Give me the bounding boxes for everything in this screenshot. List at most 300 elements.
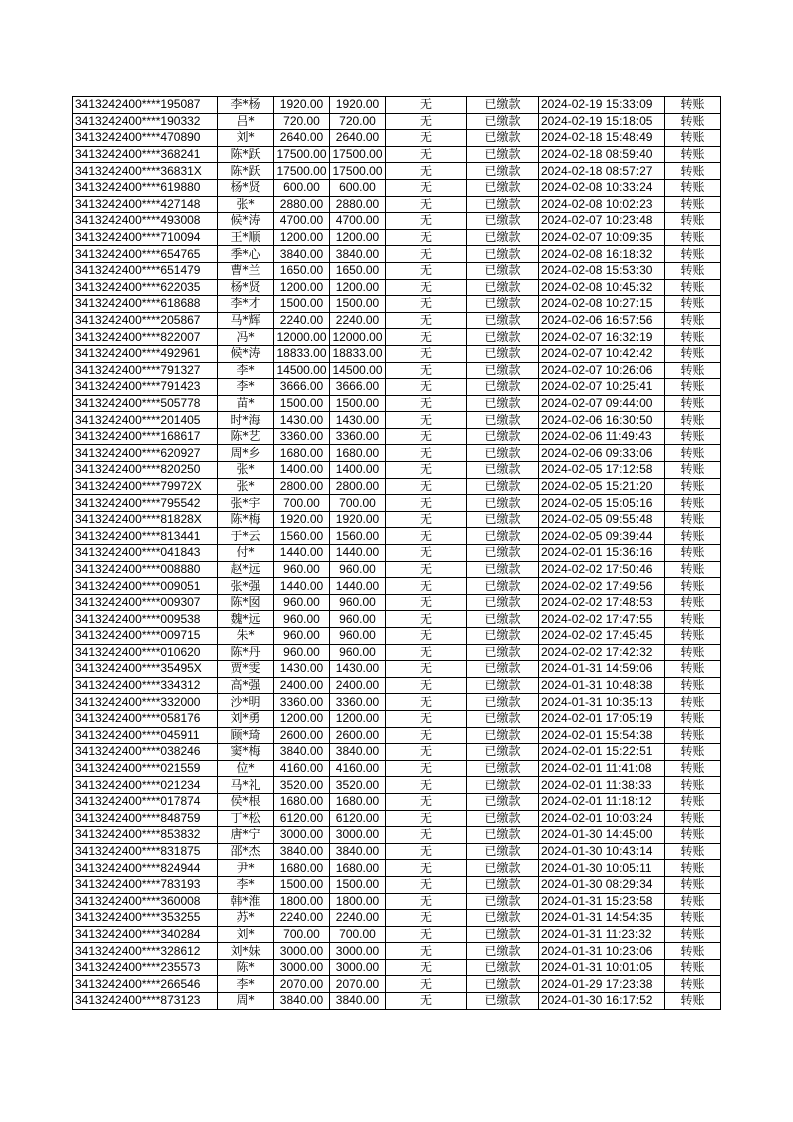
payment-method-cell: 转账 xyxy=(665,628,721,645)
name-cell: 周* xyxy=(218,993,274,1010)
payment-time-cell: 2024-02-07 09:44:00 xyxy=(539,395,665,412)
payment-time-cell: 2024-02-01 17:05:19 xyxy=(539,710,665,727)
payment-time-cell: 2024-02-01 11:38:33 xyxy=(539,777,665,794)
table-row xyxy=(73,113,721,130)
payment-status-cell: 已缴款 xyxy=(467,279,539,296)
payment-time-cell: 2024-02-18 15:48:49 xyxy=(539,130,665,147)
note-cell: 无 xyxy=(386,661,467,678)
payment-status-cell: 已缴款 xyxy=(467,412,539,429)
name-cell: 顾*琦 xyxy=(218,727,274,744)
table-row xyxy=(73,329,721,346)
amount-paid-cell: 3840.00 xyxy=(330,744,386,761)
note-cell: 无 xyxy=(386,528,467,545)
payment-time-cell: 2024-02-06 09:33:06 xyxy=(539,445,665,462)
note-cell: 无 xyxy=(386,760,467,777)
name-cell: 周*乡 xyxy=(218,445,274,462)
amount-due-cell: 960.00 xyxy=(274,611,330,628)
name-cell: 张*强 xyxy=(218,578,274,595)
payment-method-cell: 转账 xyxy=(665,163,721,180)
amount-paid-cell: 2400.00 xyxy=(330,677,386,694)
amount-paid-cell: 1920.00 xyxy=(330,97,386,114)
payment-status-cell: 已缴款 xyxy=(467,594,539,611)
id-number-cell: 3413242400****492961 xyxy=(73,345,218,362)
id-number-cell: 3413242400****353255 xyxy=(73,910,218,927)
payment-status-cell: 已缴款 xyxy=(467,362,539,379)
id-number-cell: 3413242400****873123 xyxy=(73,993,218,1010)
id-number-cell: 3413242400****009051 xyxy=(73,578,218,595)
name-cell: 位* xyxy=(218,760,274,777)
payment-method-cell: 转账 xyxy=(665,727,721,744)
amount-paid-cell: 960.00 xyxy=(330,594,386,611)
payment-time-cell: 2024-01-30 14:45:00 xyxy=(539,827,665,844)
payment-status-cell: 已缴款 xyxy=(467,213,539,230)
amount-paid-cell: 700.00 xyxy=(330,495,386,512)
payment-method-cell: 转账 xyxy=(665,578,721,595)
id-number-cell: 3413242400****654765 xyxy=(73,246,218,263)
payment-status-cell: 已缴款 xyxy=(467,545,539,562)
payment-method-cell: 转账 xyxy=(665,876,721,893)
note-cell: 无 xyxy=(386,196,467,213)
payment-status-cell: 已缴款 xyxy=(467,860,539,877)
payment-time-cell: 2024-01-29 17:23:38 xyxy=(539,976,665,993)
table-body xyxy=(73,97,721,1010)
amount-paid-cell: 3360.00 xyxy=(330,428,386,445)
payment-method-cell: 转账 xyxy=(665,395,721,412)
table-row xyxy=(73,229,721,246)
amount-paid-cell: 1560.00 xyxy=(330,528,386,545)
amount-paid-cell: 3520.00 xyxy=(330,777,386,794)
payment-status-cell: 已缴款 xyxy=(467,926,539,943)
payment-time-cell: 2024-02-07 10:23:48 xyxy=(539,213,665,230)
payment-method-cell: 转账 xyxy=(665,478,721,495)
name-cell: 李* xyxy=(218,362,274,379)
id-number-cell: 3413242400****009538 xyxy=(73,611,218,628)
id-number-cell: 3413242400****008880 xyxy=(73,561,218,578)
id-number-cell: 3413242400****619880 xyxy=(73,179,218,196)
amount-paid-cell: 6120.00 xyxy=(330,810,386,827)
table-row xyxy=(73,379,721,396)
table-row xyxy=(73,744,721,761)
note-cell: 无 xyxy=(386,412,467,429)
note-cell: 无 xyxy=(386,428,467,445)
amount-paid-cell: 2640.00 xyxy=(330,130,386,147)
payment-status-cell: 已缴款 xyxy=(467,827,539,844)
amount-due-cell: 3000.00 xyxy=(274,959,330,976)
amount-due-cell: 3520.00 xyxy=(274,777,330,794)
name-cell: 陈*丹 xyxy=(218,644,274,661)
id-number-cell: 3413242400****651479 xyxy=(73,262,218,279)
note-cell: 无 xyxy=(386,611,467,628)
payment-status-cell: 已缴款 xyxy=(467,428,539,445)
amount-paid-cell: 1680.00 xyxy=(330,860,386,877)
name-cell: 于*云 xyxy=(218,528,274,545)
payment-status-cell: 已缴款 xyxy=(467,345,539,362)
id-number-cell: 3413242400****783193 xyxy=(73,876,218,893)
payment-method-cell: 转账 xyxy=(665,561,721,578)
id-number-cell: 3413242400****79972X xyxy=(73,478,218,495)
id-number-cell: 3413242400****201405 xyxy=(73,412,218,429)
name-cell: 陈*艺 xyxy=(218,428,274,445)
payment-status-cell: 已缴款 xyxy=(467,910,539,927)
note-cell: 无 xyxy=(386,329,467,346)
table-row xyxy=(73,279,721,296)
id-number-cell: 3413242400****058176 xyxy=(73,710,218,727)
id-number-cell: 3413242400****168617 xyxy=(73,428,218,445)
payment-method-cell: 转账 xyxy=(665,146,721,163)
payment-status-cell: 已缴款 xyxy=(467,793,539,810)
amount-due-cell: 1200.00 xyxy=(274,710,330,727)
amount-paid-cell: 1680.00 xyxy=(330,445,386,462)
note-cell: 无 xyxy=(386,893,467,910)
id-number-cell: 3413242400****791327 xyxy=(73,362,218,379)
name-cell: 苗* xyxy=(218,395,274,412)
id-number-cell: 3413242400****266546 xyxy=(73,976,218,993)
payment-time-cell: 2024-01-30 08:29:34 xyxy=(539,876,665,893)
table-row xyxy=(73,428,721,445)
name-cell: 侯*根 xyxy=(218,793,274,810)
amount-due-cell: 2880.00 xyxy=(274,196,330,213)
amount-paid-cell: 14500.00 xyxy=(330,362,386,379)
amount-due-cell: 960.00 xyxy=(274,628,330,645)
payment-time-cell: 2024-02-05 15:05:16 xyxy=(539,495,665,512)
amount-paid-cell: 1430.00 xyxy=(330,661,386,678)
note-cell: 无 xyxy=(386,876,467,893)
name-cell: 窦*梅 xyxy=(218,744,274,761)
table-row xyxy=(73,760,721,777)
payment-status-cell: 已缴款 xyxy=(467,959,539,976)
payment-time-cell: 2024-02-08 10:33:24 xyxy=(539,179,665,196)
note-cell: 无 xyxy=(386,478,467,495)
payment-status-cell: 已缴款 xyxy=(467,528,539,545)
amount-due-cell: 720.00 xyxy=(274,113,330,130)
amount-due-cell: 2640.00 xyxy=(274,130,330,147)
payment-method-cell: 转账 xyxy=(665,893,721,910)
payment-time-cell: 2024-02-08 16:18:32 xyxy=(539,246,665,263)
payment-method-cell: 转账 xyxy=(665,644,721,661)
amount-paid-cell: 1920.00 xyxy=(330,511,386,528)
payment-method-cell: 转账 xyxy=(665,445,721,462)
payment-time-cell: 2024-02-02 17:47:55 xyxy=(539,611,665,628)
table-row xyxy=(73,395,721,412)
payment-time-cell: 2024-02-02 17:48:53 xyxy=(539,594,665,611)
amount-due-cell: 2600.00 xyxy=(274,727,330,744)
name-cell: 赵*远 xyxy=(218,561,274,578)
payment-method-cell: 转账 xyxy=(665,229,721,246)
payment-status-cell: 已缴款 xyxy=(467,760,539,777)
amount-paid-cell: 2240.00 xyxy=(330,312,386,329)
id-number-cell: 3413242400****045911 xyxy=(73,727,218,744)
amount-paid-cell: 600.00 xyxy=(330,179,386,196)
payment-status-cell: 已缴款 xyxy=(467,511,539,528)
payment-method-cell: 转账 xyxy=(665,362,721,379)
amount-paid-cell: 1680.00 xyxy=(330,793,386,810)
name-cell: 丁*松 xyxy=(218,810,274,827)
payment-method-cell: 转账 xyxy=(665,545,721,562)
payment-method-cell: 转账 xyxy=(665,246,721,263)
table-row xyxy=(73,810,721,827)
table-row xyxy=(73,163,721,180)
table-row xyxy=(73,793,721,810)
note-cell: 无 xyxy=(386,578,467,595)
payment-time-cell: 2024-02-06 16:30:50 xyxy=(539,412,665,429)
payment-method-cell: 转账 xyxy=(665,345,721,362)
table-row xyxy=(73,130,721,147)
table-row xyxy=(73,213,721,230)
payment-status-cell: 已缴款 xyxy=(467,744,539,761)
name-cell: 李* xyxy=(218,976,274,993)
amount-paid-cell: 2070.00 xyxy=(330,976,386,993)
amount-paid-cell: 960.00 xyxy=(330,611,386,628)
amount-due-cell: 2800.00 xyxy=(274,478,330,495)
amount-paid-cell: 960.00 xyxy=(330,628,386,645)
name-cell: 陈*囡 xyxy=(218,594,274,611)
payment-time-cell: 2024-02-06 16:57:56 xyxy=(539,312,665,329)
table-row xyxy=(73,179,721,196)
note-cell: 无 xyxy=(386,545,467,562)
name-cell: 李*杨 xyxy=(218,97,274,114)
amount-paid-cell: 2800.00 xyxy=(330,478,386,495)
payment-method-cell: 转账 xyxy=(665,943,721,960)
amount-due-cell: 1440.00 xyxy=(274,545,330,562)
payment-time-cell: 2024-01-31 15:23:58 xyxy=(539,893,665,910)
note-cell: 无 xyxy=(386,213,467,230)
payment-method-cell: 转账 xyxy=(665,196,721,213)
id-number-cell: 3413242400****710094 xyxy=(73,229,218,246)
table-row xyxy=(73,677,721,694)
payment-method-cell: 转账 xyxy=(665,528,721,545)
amount-due-cell: 17500.00 xyxy=(274,146,330,163)
name-cell: 候*涛 xyxy=(218,213,274,230)
amount-due-cell: 700.00 xyxy=(274,926,330,943)
id-number-cell: 3413242400****620927 xyxy=(73,445,218,462)
note-cell: 无 xyxy=(386,495,467,512)
payment-status-cell: 已缴款 xyxy=(467,843,539,860)
payment-method-cell: 转账 xyxy=(665,760,721,777)
payment-method-cell: 转账 xyxy=(665,910,721,927)
payment-method-cell: 转账 xyxy=(665,179,721,196)
amount-due-cell: 1430.00 xyxy=(274,412,330,429)
amount-paid-cell: 3840.00 xyxy=(330,246,386,263)
note-cell: 无 xyxy=(386,744,467,761)
amount-due-cell: 1680.00 xyxy=(274,860,330,877)
payment-time-cell: 2024-02-18 08:57:27 xyxy=(539,163,665,180)
id-number-cell: 3413242400****340284 xyxy=(73,926,218,943)
name-cell: 刘* xyxy=(218,130,274,147)
payment-status-cell: 已缴款 xyxy=(467,495,539,512)
amount-due-cell: 1200.00 xyxy=(274,229,330,246)
table-row xyxy=(73,694,721,711)
table-row xyxy=(73,97,721,114)
id-number-cell: 3413242400****795542 xyxy=(73,495,218,512)
id-number-cell: 3413242400****470890 xyxy=(73,130,218,147)
payment-time-cell: 2024-02-07 10:26:06 xyxy=(539,362,665,379)
payment-time-cell: 2024-01-30 10:43:14 xyxy=(539,843,665,860)
payment-method-cell: 转账 xyxy=(665,594,721,611)
table-row xyxy=(73,246,721,263)
payment-status-cell: 已缴款 xyxy=(467,727,539,744)
amount-paid-cell: 1200.00 xyxy=(330,710,386,727)
name-cell: 高*强 xyxy=(218,677,274,694)
payment-time-cell: 2024-01-31 10:01:05 xyxy=(539,959,665,976)
id-number-cell: 3413242400****791423 xyxy=(73,379,218,396)
table-row xyxy=(73,262,721,279)
amount-paid-cell: 3000.00 xyxy=(330,827,386,844)
payment-status-cell: 已缴款 xyxy=(467,561,539,578)
id-number-cell: 3413242400****328612 xyxy=(73,943,218,960)
id-number-cell: 3413242400****017874 xyxy=(73,793,218,810)
table-row xyxy=(73,710,721,727)
table-row xyxy=(73,561,721,578)
amount-paid-cell: 18833.00 xyxy=(330,345,386,362)
name-cell: 马*辉 xyxy=(218,312,274,329)
payment-status-cell: 已缴款 xyxy=(467,661,539,678)
payment-method-cell: 转账 xyxy=(665,495,721,512)
payment-method-cell: 转账 xyxy=(665,511,721,528)
payment-time-cell: 2024-01-31 14:59:06 xyxy=(539,661,665,678)
payment-time-cell: 2024-02-05 17:12:58 xyxy=(539,462,665,479)
amount-paid-cell: 960.00 xyxy=(330,561,386,578)
name-cell: 冯* xyxy=(218,329,274,346)
amount-due-cell: 1400.00 xyxy=(274,462,330,479)
id-number-cell: 3413242400****853832 xyxy=(73,827,218,844)
id-number-cell: 3413242400****332000 xyxy=(73,694,218,711)
payment-status-cell: 已缴款 xyxy=(467,677,539,694)
name-cell: 刘* xyxy=(218,926,274,943)
id-number-cell: 3413242400****493008 xyxy=(73,213,218,230)
id-number-cell: 3413242400****190332 xyxy=(73,113,218,130)
amount-due-cell: 1920.00 xyxy=(274,97,330,114)
id-number-cell: 3413242400****041843 xyxy=(73,545,218,562)
note-cell: 无 xyxy=(386,710,467,727)
payment-method-cell: 转账 xyxy=(665,793,721,810)
payment-method-cell: 转账 xyxy=(665,262,721,279)
payment-method-cell: 转账 xyxy=(665,959,721,976)
note-cell: 无 xyxy=(386,462,467,479)
table-row xyxy=(73,910,721,927)
amount-paid-cell: 1430.00 xyxy=(330,412,386,429)
name-cell: 张*宇 xyxy=(218,495,274,512)
name-cell: 陈* xyxy=(218,959,274,976)
payment-status-cell: 已缴款 xyxy=(467,777,539,794)
note-cell: 无 xyxy=(386,926,467,943)
name-cell: 贾*雯 xyxy=(218,661,274,678)
payment-time-cell: 2024-02-05 09:55:48 xyxy=(539,511,665,528)
name-cell: 刘*妹 xyxy=(218,943,274,960)
payment-time-cell: 2024-02-02 17:49:56 xyxy=(539,578,665,595)
amount-due-cell: 1680.00 xyxy=(274,793,330,810)
note-cell: 无 xyxy=(386,793,467,810)
amount-due-cell: 18833.00 xyxy=(274,345,330,362)
payment-status-cell: 已缴款 xyxy=(467,97,539,114)
table-row xyxy=(73,296,721,313)
payment-method-cell: 转账 xyxy=(665,130,721,147)
table-row xyxy=(73,993,721,1010)
note-cell: 无 xyxy=(386,229,467,246)
name-cell: 韩*淮 xyxy=(218,893,274,910)
payment-time-cell: 2024-02-07 10:25:41 xyxy=(539,379,665,396)
id-number-cell: 3413242400****021559 xyxy=(73,760,218,777)
amount-paid-cell: 3840.00 xyxy=(330,993,386,1010)
name-cell: 曹*兰 xyxy=(218,262,274,279)
id-number-cell: 3413242400****334312 xyxy=(73,677,218,694)
payment-status-cell: 已缴款 xyxy=(467,810,539,827)
amount-due-cell: 960.00 xyxy=(274,561,330,578)
payment-time-cell: 2024-01-31 14:54:35 xyxy=(539,910,665,927)
payment-method-cell: 转账 xyxy=(665,113,721,130)
note-cell: 无 xyxy=(386,312,467,329)
note-cell: 无 xyxy=(386,146,467,163)
amount-due-cell: 600.00 xyxy=(274,179,330,196)
id-number-cell: 3413242400****822007 xyxy=(73,329,218,346)
amount-due-cell: 960.00 xyxy=(274,594,330,611)
amount-paid-cell: 1400.00 xyxy=(330,462,386,479)
payment-method-cell: 转账 xyxy=(665,827,721,844)
payment-method-cell: 转账 xyxy=(665,860,721,877)
id-number-cell: 3413242400****009307 xyxy=(73,594,218,611)
id-number-cell: 3413242400****038246 xyxy=(73,744,218,761)
note-cell: 无 xyxy=(386,279,467,296)
note-cell: 无 xyxy=(386,445,467,462)
payment-status-cell: 已缴款 xyxy=(467,262,539,279)
payment-time-cell: 2024-01-31 10:35:13 xyxy=(539,694,665,711)
payment-method-cell: 转账 xyxy=(665,777,721,794)
amount-due-cell: 3000.00 xyxy=(274,943,330,960)
name-cell: 邵*杰 xyxy=(218,843,274,860)
amount-due-cell: 3840.00 xyxy=(274,744,330,761)
payment-time-cell: 2024-02-08 15:53:30 xyxy=(539,262,665,279)
id-number-cell: 3413242400****205867 xyxy=(73,312,218,329)
amount-paid-cell: 3360.00 xyxy=(330,694,386,711)
note-cell: 无 xyxy=(386,694,467,711)
name-cell: 苏* xyxy=(218,910,274,927)
payment-time-cell: 2024-02-01 10:03:24 xyxy=(539,810,665,827)
payment-time-cell: 2024-01-31 10:23:06 xyxy=(539,943,665,960)
amount-due-cell: 700.00 xyxy=(274,495,330,512)
amount-due-cell: 1500.00 xyxy=(274,395,330,412)
name-cell: 李*才 xyxy=(218,296,274,313)
note-cell: 无 xyxy=(386,644,467,661)
payment-status-cell: 已缴款 xyxy=(467,130,539,147)
amount-paid-cell: 1500.00 xyxy=(330,876,386,893)
amount-paid-cell: 1440.00 xyxy=(330,545,386,562)
amount-paid-cell: 960.00 xyxy=(330,644,386,661)
amount-due-cell: 1500.00 xyxy=(274,876,330,893)
amount-paid-cell: 1200.00 xyxy=(330,229,386,246)
table-row xyxy=(73,628,721,645)
note-cell: 无 xyxy=(386,860,467,877)
amount-due-cell: 2240.00 xyxy=(274,312,330,329)
payment-records-page xyxy=(72,96,721,1010)
id-number-cell: 3413242400****195087 xyxy=(73,97,218,114)
table-row xyxy=(73,594,721,611)
id-number-cell: 3413242400****021234 xyxy=(73,777,218,794)
payment-method-cell: 转账 xyxy=(665,677,721,694)
payment-method-cell: 转账 xyxy=(665,810,721,827)
payment-time-cell: 2024-02-06 11:49:43 xyxy=(539,428,665,445)
amount-paid-cell: 1440.00 xyxy=(330,578,386,595)
payment-time-cell: 2024-02-07 16:32:19 xyxy=(539,329,665,346)
payment-time-cell: 2024-02-07 10:09:35 xyxy=(539,229,665,246)
payment-time-cell: 2024-02-08 10:02:23 xyxy=(539,196,665,213)
name-cell: 陈*跃 xyxy=(218,146,274,163)
payment-method-cell: 转账 xyxy=(665,744,721,761)
payment-method-cell: 转账 xyxy=(665,412,721,429)
id-number-cell: 3413242400****831875 xyxy=(73,843,218,860)
name-cell: 季*心 xyxy=(218,246,274,263)
name-cell: 马*礼 xyxy=(218,777,274,794)
amount-due-cell: 3666.00 xyxy=(274,379,330,396)
amount-due-cell: 1430.00 xyxy=(274,661,330,678)
